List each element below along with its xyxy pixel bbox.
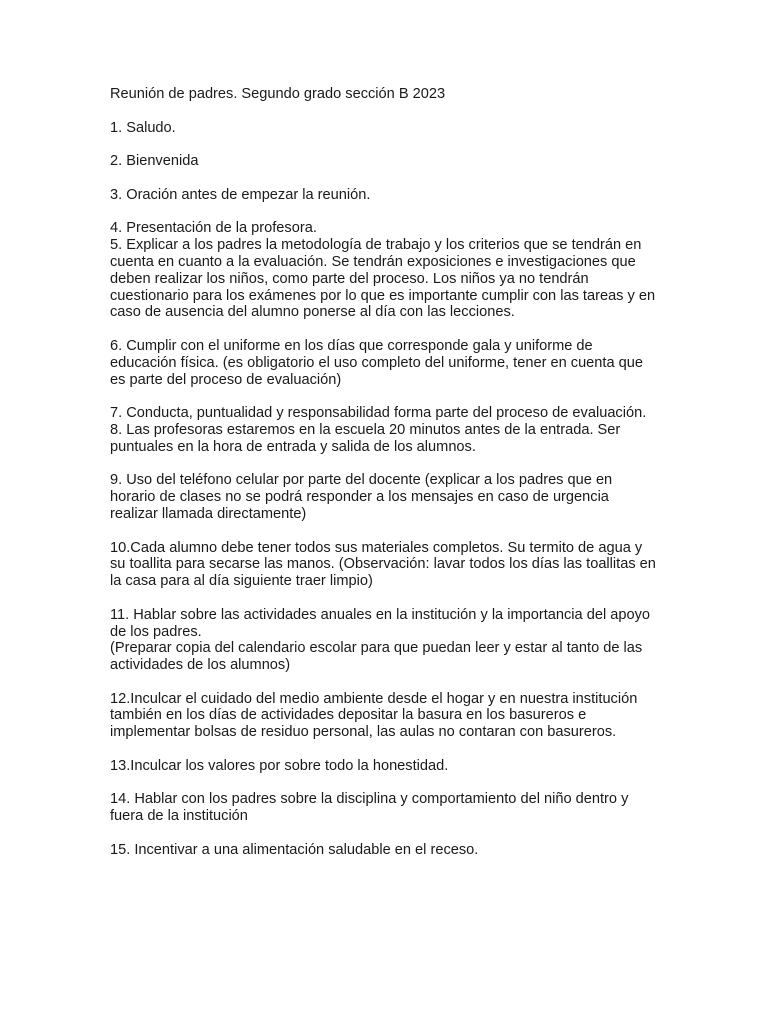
paragraph-gap <box>110 590 660 607</box>
list-item-12: 12.Inculcar el cuidado del medio ambiente desde el hogar y en nuestra institución también en los días de actividades depositar la basura en los basureros e implementar bolsas de residuo personal, las aulas no contaran con basureros. <box>110 690 638 741</box>
paragraph-gap <box>110 825 660 842</box>
list-item-4: 4. Presentación de la profesora. <box>110 220 317 237</box>
list-item-14: 14. Hablar con los padres sobre la disciplina y comportamiento del niño dentro y fuera de la institución <box>110 791 629 825</box>
paragraph-gap <box>110 136 660 153</box>
paragraph-gap <box>110 674 660 691</box>
list-item-10: 10.Cada alumno debe tener todos sus materiales completos. Su termito de agua y su toallita para secarse las manos. (Observación: lavar todos los días las toallitas en la casa para al día siguiente traer limpio) <box>110 539 656 590</box>
list-item-2: 2. Bienvenida <box>110 153 199 170</box>
paragraph-gap <box>110 204 660 221</box>
list-item-6: 6. Cumplir con el uniforme en los días que corresponde gala y uniforme de educación física. (es obligatorio el uso completo del uniforme, tener en cuenta que es parte del proceso de evaluación) <box>110 337 643 388</box>
paragraph-gap <box>110 523 660 540</box>
list-item-3: 3. Oración antes de empezar la reunión. <box>110 186 371 203</box>
list-item-1: 1. Saludo. <box>110 119 176 136</box>
paragraph-gap <box>110 170 660 187</box>
list-item-5: 5. Explicar a los padres la metodología de trabajo y los criterios que se tendrán en cuenta en cuanto a la evaluación. Se tendrán exposiciones e investigaciones que deben realizar los niños, como parte del proceso. Los niños ya no tendrán cuestionario para los exámenes por lo que es importante cumplir con las tareas y en caso de ausencia del alumno ponerse al día con las lecciones. <box>110 237 656 321</box>
paragraph-gap <box>110 103 660 120</box>
list-item-8: 8. Las profesoras estaremos en la escuela 20 minutos antes de la entrada. Ser puntuales en la hora de entrada y salida de los alumnos. <box>110 421 621 455</box>
list-item-11: 11. Hablar sobre las actividades anuales en la institución y la importancia del apoyo de los padres. <box>110 606 651 640</box>
paragraph-gap <box>110 456 660 473</box>
list-item-9: 9. Uso del teléfono celular por parte del docente (explicar a los padres que en horario de clases no se podrá responder a los mensajes en caso de urgencia realizar llamada directamente) <box>110 472 613 522</box>
list-item-11-note: (Preparar copia del calendario escolar para que puedan leer y estar al tanto de las actividades de los alumnos) <box>110 640 643 674</box>
paragraph-gap <box>110 321 660 338</box>
list-item-15: 15. Incentivar a una alimentación saludable en el receso. <box>110 841 479 858</box>
list-item-7: 7. Conducta, puntualidad y responsabilidad forma parte del proceso de evaluación. <box>110 405 647 422</box>
document-body <box>110 86 660 859</box>
paragraph-gap <box>110 775 660 792</box>
document-title: Reunión de padres. Segundo grado sección B 2023 <box>110 86 446 102</box>
paragraph-gap <box>110 388 660 405</box>
paragraph-gap <box>110 741 660 758</box>
list-item-13: 13.Inculcar los valores por sobre todo la honestidad. <box>110 757 449 774</box>
